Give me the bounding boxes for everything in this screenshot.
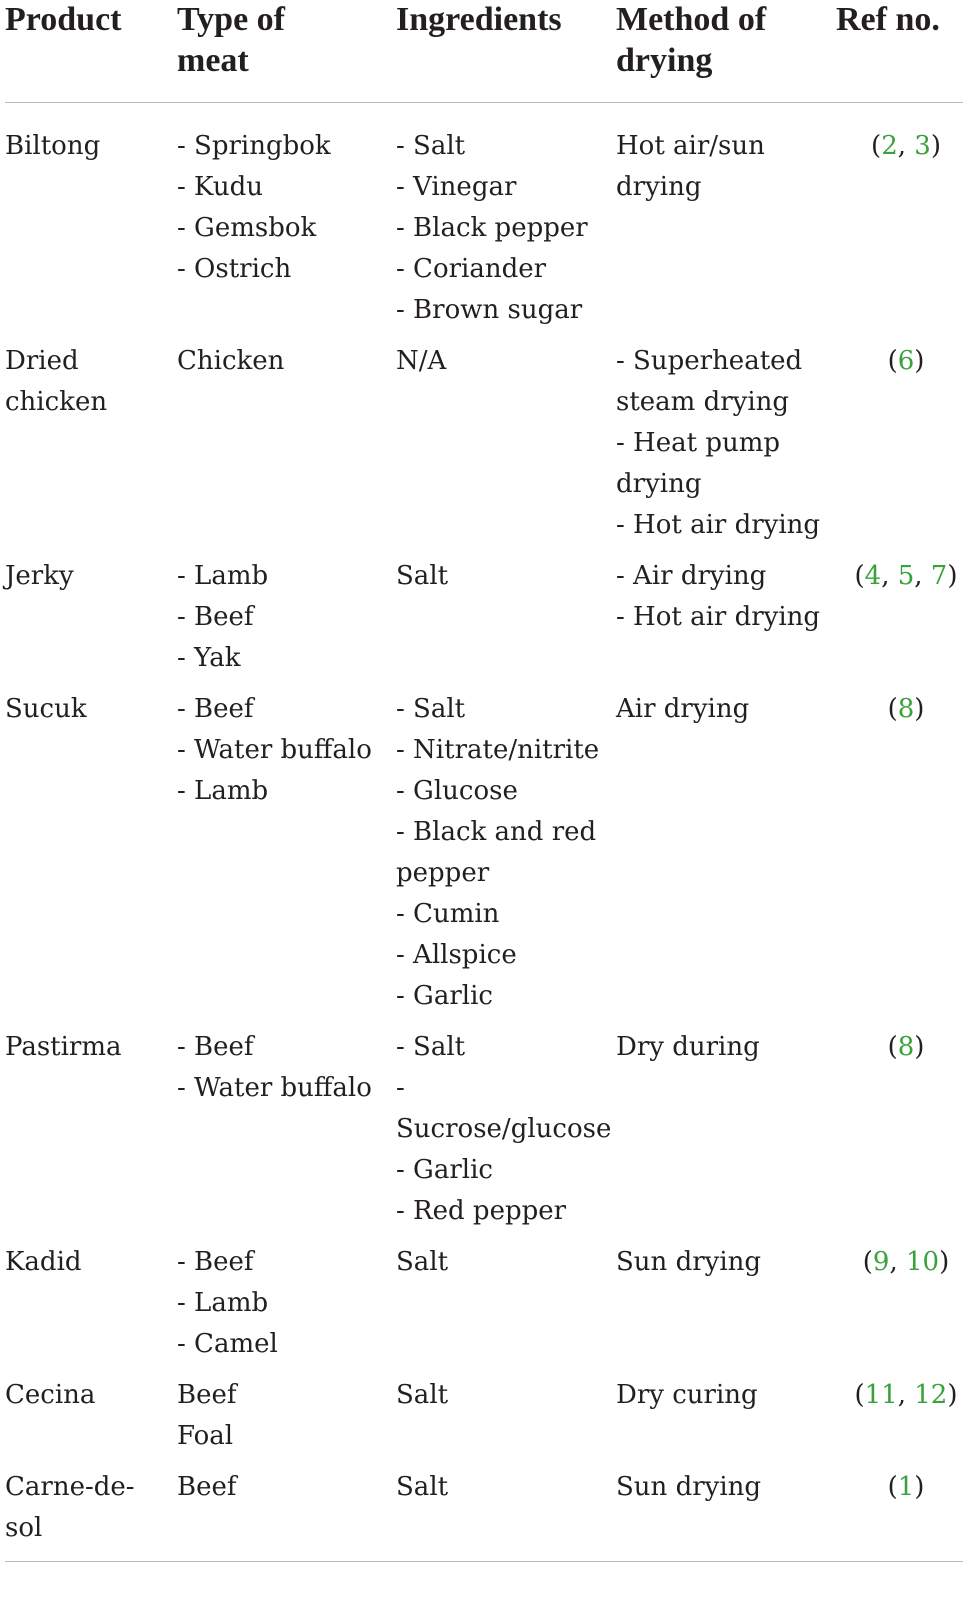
ref-link[interactable]: 1 <box>897 1472 915 1502</box>
ingredients-cell-line: - Red pepper <box>396 1196 567 1226</box>
header-type-of-meat-line-2: meat <box>177 42 249 79</box>
ref-paren-close: ) <box>914 1032 925 1062</box>
ref-paren-open: ( <box>887 1472 898 1502</box>
ref-link[interactable]: 3 <box>914 131 931 161</box>
product-cell <box>5 689 87 730</box>
ref-link[interactable]: 11 <box>864 1380 898 1410</box>
ingredients-cell <box>396 1467 448 1508</box>
method-cell <box>616 1242 761 1283</box>
ingredients-cell-line: - Coriander <box>396 254 547 284</box>
ref-link[interactable]: 2 <box>881 131 898 161</box>
header-ingredients-label: Ingredients <box>396 1 562 38</box>
ingredients-cell-line: Sucrose/glucose <box>396 1114 612 1144</box>
product-cell <box>5 556 74 597</box>
method-cell-line: Dry curing <box>616 1380 758 1410</box>
ingredients-cell <box>396 689 599 1017</box>
header-method-line-2: drying <box>616 42 713 79</box>
meat-cell-line: - Camel <box>177 1329 278 1359</box>
ref-link[interactable]: 9 <box>872 1247 890 1277</box>
ref-separator: , <box>897 131 915 161</box>
ref-paren-open: ( <box>862 1247 873 1277</box>
method-cell-line: - Heat pump <box>616 428 781 458</box>
product-cell-line: Cecina <box>5 1380 96 1410</box>
ingredients-cell-line: N/A <box>396 346 447 376</box>
ingredients-cell-line: - Garlic <box>396 981 493 1011</box>
product-cell-line: Sucuk <box>5 694 87 724</box>
header-ref-no-label: Ref no. <box>836 1 940 38</box>
meat-cell <box>177 126 331 290</box>
ingredients-cell-line: - Glucose <box>396 776 518 806</box>
ref-link[interactable]: 12 <box>914 1380 948 1410</box>
method-cell-line: drying <box>616 172 702 202</box>
ingredients-cell-line: - Black pepper <box>396 213 588 243</box>
meat-cell <box>177 341 284 382</box>
ingredients-cell-line: - Garlic <box>396 1155 493 1185</box>
ref-paren-close: ) <box>914 694 925 724</box>
ingredients-cell-line: - Salt <box>396 694 466 724</box>
ref-cell <box>846 556 966 597</box>
ref-paren-open: ( <box>854 561 865 591</box>
meat-cell-line: - Lamb <box>177 776 269 806</box>
meat-cell-line: Foal <box>177 1421 234 1451</box>
ref-paren-close: ) <box>930 131 941 161</box>
meat-cell <box>177 556 268 679</box>
meat-cell-line: Beef <box>177 1380 237 1410</box>
header-product-label: Product <box>5 1 122 38</box>
ref-paren-open: ( <box>854 1380 865 1410</box>
meat-cell-line: - Water buffalo <box>177 1073 372 1103</box>
method-cell <box>616 1375 758 1416</box>
ref-paren-open: ( <box>887 694 898 724</box>
method-cell-line: - Hot air drying <box>616 510 821 540</box>
ingredients-cell-line: pepper <box>396 858 490 888</box>
ref-cell <box>846 1467 966 1508</box>
method-cell-line: drying <box>616 469 702 499</box>
product-cell-line: Biltong <box>5 131 101 161</box>
ingredients-cell-line: - Nitrate/nitrite <box>396 735 600 765</box>
meat-cell-line: Beef <box>177 1472 237 1502</box>
ingredients-cell <box>396 1242 448 1283</box>
ref-paren-close: ) <box>947 1380 958 1410</box>
method-cell-line: steam drying <box>616 387 790 417</box>
product-cell-line: sol <box>5 1513 43 1543</box>
ref-paren-open: ( <box>887 1032 898 1062</box>
method-cell-line: Dry during <box>616 1032 760 1062</box>
meat-cell-line: Chicken <box>177 346 285 376</box>
method-cell-line: Air drying <box>616 694 750 724</box>
ref-link[interactable]: 8 <box>897 694 915 724</box>
product-cell <box>5 1242 82 1283</box>
method-cell <box>616 689 749 730</box>
ingredients-cell-line: - Brown sugar <box>396 295 583 325</box>
meat-cell <box>177 1027 372 1109</box>
product-cell <box>5 1375 95 1416</box>
ref-cell <box>846 689 966 730</box>
method-cell-line: Hot air/sun <box>616 131 765 161</box>
product-cell-line: Jerky <box>5 561 74 591</box>
ingredients-cell-line: - Vinegar <box>396 172 517 202</box>
meat-cell-line: - Springbok <box>177 131 331 161</box>
ref-paren-close: ) <box>947 561 958 591</box>
ingredients-cell <box>396 1375 448 1416</box>
method-cell-line: - Hot air drying <box>616 602 821 632</box>
ingredients-cell-line: - Allspice <box>396 940 517 970</box>
product-cell-line: Pastirma <box>5 1032 122 1062</box>
ingredients-cell-line: - Cumin <box>396 899 500 929</box>
ref-link[interactable]: 6 <box>897 346 915 376</box>
ref-separator: , <box>881 561 898 591</box>
method-cell-line: Sun drying <box>616 1472 762 1502</box>
ingredients-cell-line: Salt <box>396 1247 449 1277</box>
product-cell <box>5 1027 122 1068</box>
meat-cell-line: - Lamb <box>177 561 269 591</box>
header-ingredients <box>396 0 562 40</box>
header-product <box>5 0 121 40</box>
method-cell <box>616 556 820 638</box>
meat-cell-line: - Beef <box>177 1032 254 1062</box>
meat-cell-line: - Gemsbok <box>177 213 317 243</box>
product-cell <box>5 126 100 167</box>
header-type-of-meat <box>177 0 285 81</box>
ingredients-cell-line: Salt <box>396 1472 449 1502</box>
ingredients-cell <box>396 556 448 597</box>
ref-paren-close: ) <box>914 1472 925 1502</box>
ref-cell <box>846 341 966 382</box>
meat-cell-line: - Ostrich <box>177 254 292 284</box>
meat-cell-line: - Water buffalo <box>177 735 372 765</box>
meat-cell-line: - Kudu <box>177 172 264 202</box>
ref-link[interactable]: 7 <box>930 561 948 591</box>
header-ref-no <box>836 0 940 40</box>
ingredients-cell-line: Salt <box>396 561 449 591</box>
ref-paren-open: ( <box>887 346 898 376</box>
ingredients-cell <box>396 341 446 382</box>
header-method-of-drying <box>616 0 766 81</box>
ref-separator: , <box>914 561 931 591</box>
ref-cell <box>846 1375 966 1416</box>
meat-cell-line: - Beef <box>177 1247 254 1277</box>
ingredients-cell-line: - Black and red <box>396 817 597 847</box>
method-cell <box>616 126 765 208</box>
ingredients-cell-line: Salt <box>396 1380 449 1410</box>
header-method-line-1: Method of <box>616 1 767 38</box>
method-cell <box>616 1027 760 1068</box>
meat-cell <box>177 1375 237 1457</box>
ref-cell <box>846 1027 966 1068</box>
ref-paren-close: ) <box>939 1247 950 1277</box>
ingredients-cell-line: - <box>396 1073 405 1103</box>
ingredients-cell <box>396 1027 611 1232</box>
ref-link[interactable]: 8 <box>897 1032 915 1062</box>
method-cell <box>616 1467 761 1508</box>
ref-cell <box>846 126 966 167</box>
method-cell <box>616 341 820 546</box>
ref-paren-close: ) <box>914 346 925 376</box>
header-rule <box>5 102 963 103</box>
product-cell-line: Kadid <box>5 1247 82 1277</box>
meat-cell-line: - Lamb <box>177 1288 269 1318</box>
bottom-rule <box>5 1561 963 1562</box>
method-cell-line: - Air drying <box>616 561 767 591</box>
meat-cell <box>177 1242 278 1365</box>
meat-cell-line: - Beef <box>177 694 254 724</box>
meat-cell <box>177 1467 237 1508</box>
meat-cell-line: - Yak <box>177 643 241 673</box>
header-type-of-meat-line-1: Type of <box>177 1 285 38</box>
ref-separator: , <box>897 1380 915 1410</box>
ingredients-cell-line: - Salt <box>396 131 466 161</box>
ref-cell <box>846 1242 966 1283</box>
product-cell <box>5 341 107 423</box>
ingredients-cell-line: - Salt <box>396 1032 466 1062</box>
product-cell <box>5 1467 135 1549</box>
ingredients-cell <box>396 126 588 331</box>
product-cell-line: Dried <box>5 346 79 376</box>
ref-link[interactable]: 4 <box>864 561 882 591</box>
ref-separator: , <box>889 1247 906 1277</box>
ref-link[interactable]: 10 <box>905 1247 940 1277</box>
ref-paren-open: ( <box>871 131 882 161</box>
product-cell-line: Carne-de- <box>5 1472 135 1502</box>
meat-cell <box>177 689 372 812</box>
method-cell-line: Sun drying <box>616 1247 762 1277</box>
meat-cell-line: - Beef <box>177 602 254 632</box>
product-cell-line: chicken <box>5 387 108 417</box>
ref-link[interactable]: 5 <box>897 561 915 591</box>
method-cell-line: - Superheated <box>616 346 803 376</box>
